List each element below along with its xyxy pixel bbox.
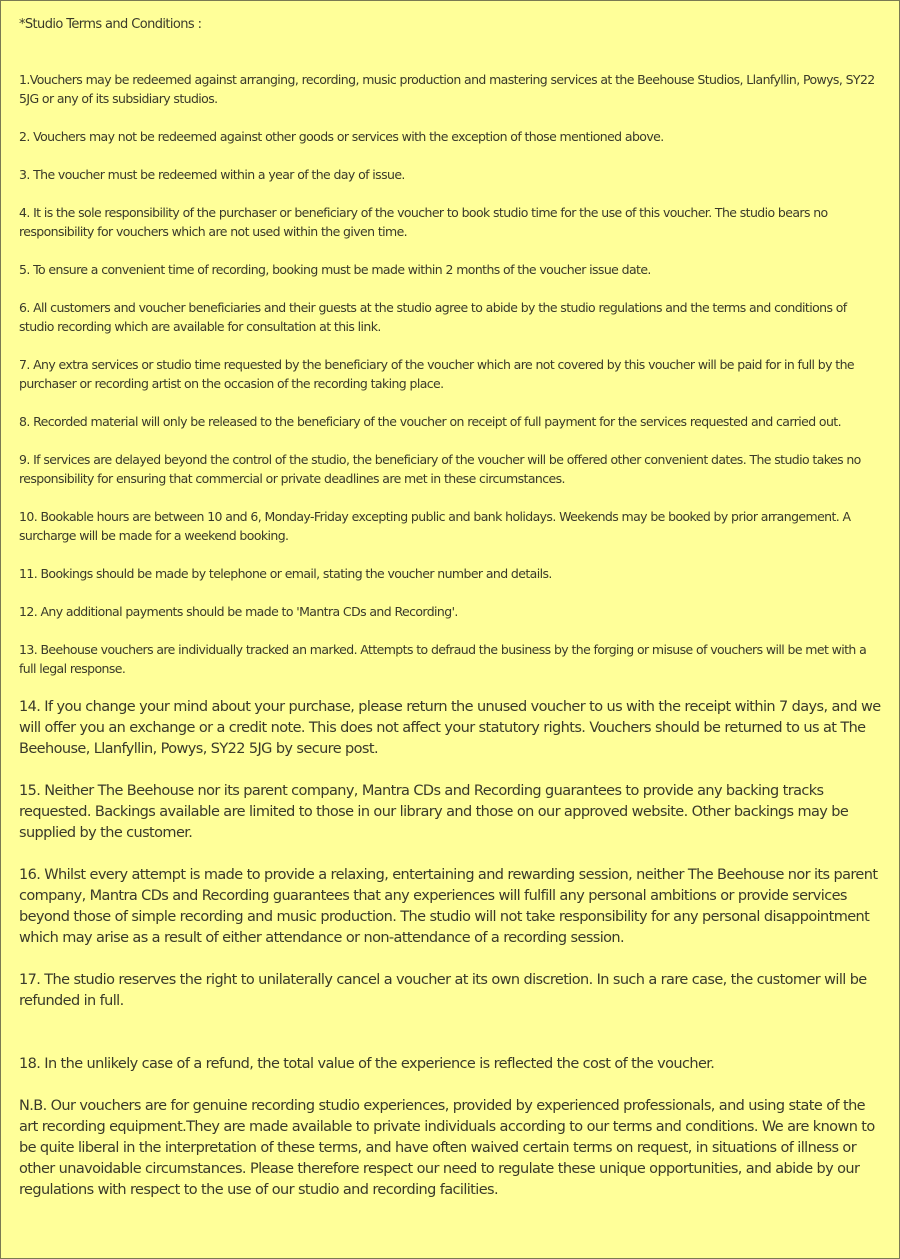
term-item-12: 12. Any additional payments should be made to 'Mantra CDs and Recording'. [19, 604, 458, 619]
term-item-13: 13. Beehouse vouchers are individually tracked an marked. Attempts to defraud the business by the forging or misuse of vouchers will be met with a full legal response. [19, 642, 867, 676]
term-item-2: 2. Vouchers may not be redeemed against other goods or services with the exception of those mentioned above. [19, 129, 664, 144]
term-item-11: 11. Bookings should be made by telephone or email, stating the voucher number and details. [19, 566, 552, 581]
term-item-16: 16. Whilst every attempt is made to provide a relaxing, entertaining and rewarding session, neither The Beehouse nor its parent company, Mantra CDs and Recording guarantees that any experiences will fulfill any personal ambitions or provide services beyond those of simple recording and music production. The studio will not take responsibility for any personal disappointment which may arise as a result of either attendance or non-attendance of a recording session. [19, 867, 878, 946]
document-heading: *Studio Terms and Conditions : [19, 17, 202, 32]
term-item-17: 17. The studio reserves the right to unilaterally cancel a voucher at its own discretion. In such a rare case, the customer will be refunded in full. [19, 972, 867, 1009]
term-item-14: 14. If you change your mind about your purchase, please return the unused voucher to us with the receipt within 7 days, and we will offer you an exchange or a credit note. This does not affect your statutory rights. Vouchers should be returned to us at The Beehouse, Llanfyllin, Powys, SY22 5JG by secure post. [19, 699, 881, 757]
term-item-3: 3. The voucher must be redeemed within a year of the day of issue. [19, 167, 405, 182]
nb-note: N.B. Our vouchers are for genuine recording studio experiences, provided by experienced professionals, and using state of the art recording equipment.They are made available to private individuals according to our terms and conditions. We are known to be quite liberal in the interpretation of these terms, and have often waived certain terms on request, in situations of illness or other unavoidable circumstances. Please therefore respect our need to regulate these unique opportunities, and abide by our regulations with respect to the use of our studio and recording facilities. [19, 1098, 875, 1198]
term-item-6: 6. All customers and voucher beneficiaries and their guests at the studio agree to abide by the studio regulations and the terms and conditions of studio recording which are available for consultation at this link. [19, 300, 847, 334]
term-item-18: 18. In the unlikely case of a refund, the total value of the experience is reflected the cost of the voucher. [19, 1056, 715, 1072]
term-item-8: 8. Recorded material will only be released to the beneficiary of the voucher on receipt of full payment for the services requested and carried out. [19, 414, 841, 429]
term-item-9: 9. If services are delayed beyond the control of the studio, the beneficiary of the voucher will be offered other convenient dates. The studio takes no responsibility for ensuring that commercial or private deadlines are met in these circumstances. [19, 452, 861, 486]
term-item-15: 15. Neither The Beehouse nor its parent company, Mantra CDs and Recording guarantees to provide any backing tracks requested. Backings available are limited to those in our library and those on our approved website. Other backings may be supplied by the customer. [19, 783, 849, 841]
term-item-1: 1.Vouchers may be redeemed against arranging, recording, music production and mastering services at the Beehouse Studios, Llanfyllin, Powys, SY22 5JG or any of its subsidiary studios. [19, 72, 875, 106]
term-item-5: 5. To ensure a convenient time of recording, booking must be made within 2 months of the voucher issue date. [19, 262, 651, 277]
term-item-7: 7. Any extra services or studio time requested by the beneficiary of the voucher which are not covered by this voucher will be paid for in full by the purchaser or recording artist on the occasion of the recording taking place. [19, 357, 855, 391]
term-item-4: 4. It is the sole responsibility of the purchaser or beneficiary of the voucher to book studio time for the use of this voucher. The studio bears no responsibility for vouchers which are not used within the given time. [19, 205, 828, 239]
term-item-10: 10. Bookable hours are between 10 and 6, Monday-Friday excepting public and bank holidays. Weekends may be booked by prior arrangement. A surcharge will be made for a weekend booking. [19, 509, 851, 543]
